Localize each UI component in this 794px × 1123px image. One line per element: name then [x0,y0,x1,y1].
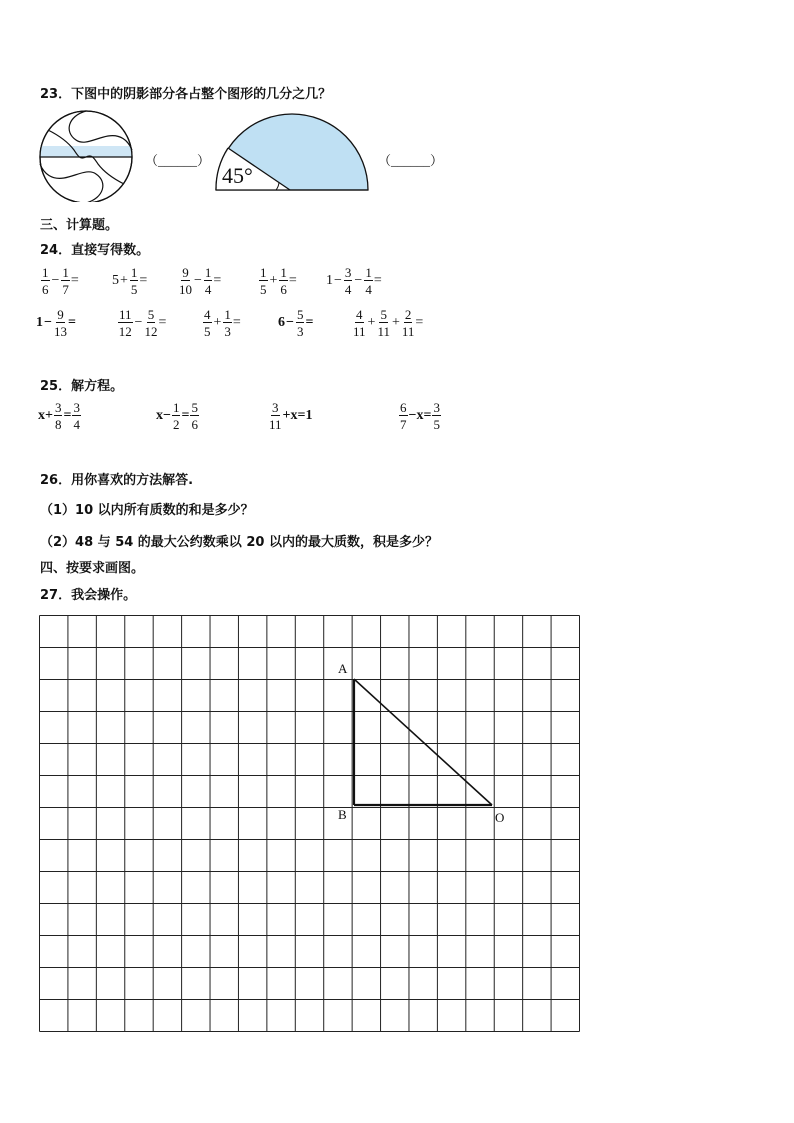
equation: x+ $\frac{3}{8}$ = $\frac{3}{4}$ [38,400,80,432]
triangle-side-ao [354,679,492,805]
equation: 6 7 −x= $\frac{3}{5}$ [400,400,440,432]
calc-expression: 6 − $\frac{5}{3}$ = [278,307,314,339]
calc-expression: 4 5 + $\frac{1}{3}$ = [204,307,241,339]
question-24-title: 24．直接写得数。 [40,243,150,258]
calc-expression: 4 11 + $\frac{5}{11}$ + $\frac{2}{11}$ = [353,307,424,339]
calc-expression: 11 12 − $\frac{5}{12}$ = [118,307,167,339]
calc-expression: 1 − $\frac{9}{13}$ = [36,307,76,339]
point-a-label: A [338,661,348,676]
angle-label: 45° [222,163,253,188]
circle-figure [38,110,138,202]
question-25-title: 25．解方程。 [40,379,124,394]
point-o-label: O [495,810,505,825]
question-26-sub-1: （1）10 以内所有质数的和是多少？ [40,503,254,518]
calc-expression: 5 + $\frac{1}{5}$ = [112,265,148,297]
calc-expression: 1 − $\frac{3}{4}$ − $\frac{1}{4}$ = [326,265,382,297]
answer-blank-2[interactable]: （______） [378,153,444,168]
calc-expression: 1 5 + $\frac{1}{6}$ = [260,265,297,297]
question-26-title: 26．用你喜欢的方法解答. [40,473,194,488]
answer-blank-1[interactable]: （______） [145,153,211,168]
equation: 3 11 +x=1 [269,400,313,432]
question-26-sub-2: （2）48 与 54 的最大公约数乘以 20 以内的最大质数，积是多少？ [40,535,438,550]
section-3-title: 三、计算题。 [40,218,119,233]
question-27-title: 27．我会操作。 [40,588,137,603]
calc-expression: 9 10 − $\frac{1}{4}$ = [179,265,222,297]
question-23-title: 23．下图中的阴影部分各占整个图形的几分之几？ [40,87,332,102]
equation: x− $\frac{1}{2}$ = $\frac{5}{6}$ [156,400,198,432]
calc-expression: 1 6 − $\frac{1}{7}$ = [42,265,79,297]
section-4-title: 四、按要求画图。 [40,561,145,576]
point-b-label: B [338,807,347,822]
